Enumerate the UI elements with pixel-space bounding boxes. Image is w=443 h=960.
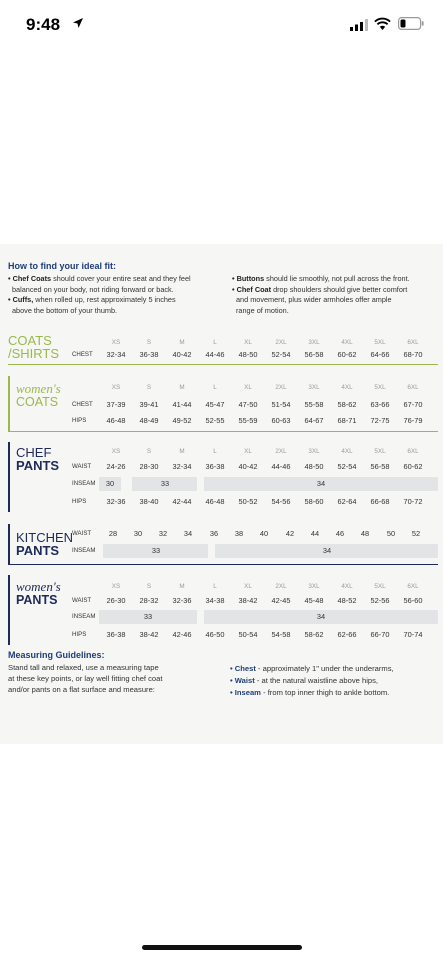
size-chart-document — [0, 244, 443, 744]
waist-value: 48 — [360, 529, 370, 538]
size-header: S — [146, 339, 152, 346]
waist-value: 32-36 — [172, 596, 192, 605]
waist-value: 44 — [310, 529, 320, 538]
size-header: 5XL — [374, 384, 386, 391]
size-header: 5XL — [374, 448, 386, 455]
hips-value: 49-52 — [172, 416, 192, 425]
size-header: 4XL — [341, 339, 353, 346]
section-title: women's — [16, 381, 61, 396]
chest-value: 39-41 — [139, 400, 159, 409]
tip-line: balanced on your body, not riding forward or back. — [12, 284, 174, 294]
hips-value: 48-49 — [139, 416, 159, 425]
size-header: XL — [244, 384, 252, 391]
size-header: 2XL — [275, 448, 287, 455]
waist-value: 34 — [183, 529, 193, 538]
waist-value: 40-42 — [238, 462, 258, 471]
chest-value: 51-54 — [271, 400, 291, 409]
waist-value: 44-46 — [271, 462, 291, 471]
wifi-icon — [374, 17, 391, 30]
section-title: PANTS — [16, 593, 58, 607]
hips-value: 76-79 — [403, 416, 423, 425]
chest-value: 32-34 — [106, 350, 126, 359]
section-title: COATS — [8, 333, 52, 348]
size-header: 3XL — [308, 384, 320, 391]
waist-value: 40 — [259, 529, 269, 538]
section-title: PANTS — [16, 543, 60, 558]
hips-value: 72-75 — [370, 416, 390, 425]
waist-value: 30 — [133, 529, 143, 538]
home-indicator[interactable] — [142, 945, 302, 950]
status-time: 9:48 — [26, 15, 61, 34]
waist-value: 56-58 — [370, 462, 390, 471]
chest-value: 63-66 — [370, 400, 390, 409]
waist-value: 36 — [209, 529, 219, 538]
section-accent-bar — [8, 442, 10, 512]
hips-value: 58-62 — [304, 630, 324, 639]
hips-value: 66-68 — [370, 497, 390, 506]
hips-value: 46-50 — [205, 630, 225, 639]
row-label: WAIST — [72, 463, 92, 470]
measuring-point: • Chest - approximately 1" under the underarms, — [230, 664, 394, 673]
waist-value: 26-30 — [106, 596, 126, 605]
size-header: L — [213, 339, 217, 346]
hips-value: 46-48 — [205, 497, 225, 506]
size-header: M — [179, 583, 185, 590]
section-accent-bar — [8, 524, 10, 564]
waist-value: 48-52 — [337, 596, 357, 605]
waist-value: 36-38 — [205, 462, 225, 471]
size-header: 4XL — [341, 583, 353, 590]
size-header: 4XL — [341, 448, 353, 455]
signal-icon — [350, 19, 368, 31]
section-accent-bar — [8, 376, 10, 431]
hips-value: 50-54 — [238, 630, 258, 639]
row-label: INSEAM — [72, 547, 96, 554]
chest-value: 40-42 — [172, 350, 192, 359]
inseam-value: 34 — [316, 612, 326, 621]
waist-value: 52-56 — [370, 596, 390, 605]
size-header: 6XL — [407, 583, 419, 590]
size-header: 5XL — [374, 583, 386, 590]
waist-value: 32-34 — [172, 462, 192, 471]
section-title: /SHIRTS — [8, 346, 60, 361]
hips-value: 54-58 — [271, 630, 291, 639]
size-header: S — [146, 583, 152, 590]
waist-value: 42 — [285, 529, 295, 538]
chest-value: 56-58 — [304, 350, 324, 359]
inseam-value: 30 — [105, 479, 115, 488]
size-header: S — [146, 448, 152, 455]
inseam-value: 34 — [316, 479, 326, 488]
inseam-value: 33 — [151, 546, 161, 555]
tip-line: • Buttons should lie smoothly, not pull across the front. — [232, 274, 410, 283]
hips-value: 66-70 — [370, 630, 390, 639]
hips-value: 68-71 — [337, 416, 357, 425]
hips-value: 42-44 — [172, 497, 192, 506]
row-label: CHEST — [72, 351, 93, 358]
womens-pants-section — [8, 575, 438, 645]
measuring-text-line: and/or pants on a flat surface and measure: — [8, 685, 155, 694]
hips-value: 52-55 — [205, 416, 225, 425]
size-header: L — [213, 384, 217, 391]
measuring-point: • Inseam - from top inner thigh to ankle bottom. — [230, 688, 390, 697]
hips-value: 50-52 — [238, 497, 258, 506]
chest-value: 36-38 — [139, 350, 159, 359]
size-header: 3XL — [308, 583, 320, 590]
hips-value: 38-40 — [139, 497, 159, 506]
chef-pants-section — [8, 442, 438, 512]
waist-value: 24-26 — [106, 462, 126, 471]
waist-value: 28-32 — [139, 596, 159, 605]
chest-value: 67-70 — [403, 400, 423, 409]
measuring-text-line: Stand tall and relaxed, use a measuring tape — [8, 663, 159, 672]
hips-value: 60-63 — [271, 416, 291, 425]
status-bar — [0, 0, 443, 52]
chest-value: 64-66 — [370, 350, 390, 359]
size-header: 2XL — [275, 339, 287, 346]
size-header: 2XL — [275, 583, 287, 590]
hips-value: 62-66 — [337, 630, 357, 639]
size-header: XS — [111, 448, 121, 455]
waist-value: 50 — [386, 529, 396, 538]
waist-value: 28 — [108, 529, 118, 538]
kitchen-pants-section — [8, 524, 438, 564]
hips-value: 46-48 — [106, 416, 126, 425]
size-header: M — [179, 339, 185, 346]
size-header: 5XL — [374, 339, 386, 346]
hips-value: 36-38 — [106, 630, 126, 639]
battery-icon — [398, 17, 424, 30]
location-arrow-icon — [72, 17, 84, 29]
section-title: CHEF — [16, 445, 52, 460]
waist-value: 38 — [234, 529, 244, 538]
chest-value: 37-39 — [106, 400, 126, 409]
chest-value: 68-70 — [403, 350, 423, 359]
waist-value: 38-42 — [238, 596, 258, 605]
hips-value: 55-59 — [238, 416, 258, 425]
waist-value: 48-50 — [304, 462, 324, 471]
hips-value: 42-46 — [172, 630, 192, 639]
size-header: 6XL — [407, 448, 419, 455]
chest-value: 48-50 — [238, 350, 258, 359]
chest-value: 58-62 — [337, 400, 357, 409]
fit-guide-heading: How to find your ideal fit: — [8, 261, 116, 271]
inseam-value: 33 — [160, 479, 170, 488]
row-label: CHEST — [72, 401, 93, 408]
waist-value: 34-38 — [205, 596, 225, 605]
size-header: 2XL — [275, 384, 287, 391]
row-label: WAIST — [72, 530, 92, 537]
size-header: XL — [244, 339, 252, 346]
section-title: KITCHEN — [16, 530, 74, 545]
hips-value: 70-74 — [403, 630, 423, 639]
row-label: HIPS — [72, 417, 87, 424]
row-label: WAIST — [72, 597, 92, 604]
waist-value: 45-48 — [304, 596, 324, 605]
size-header: S — [146, 384, 152, 391]
section-divider — [8, 431, 438, 432]
waist-value: 52-54 — [337, 462, 357, 471]
chest-value: 55-58 — [304, 400, 324, 409]
size-header: XS — [111, 583, 121, 590]
size-header: 3XL — [308, 339, 320, 346]
waist-value: 56-60 — [403, 596, 423, 605]
measuring-point: • Waist - at the natural waistline above hips, — [230, 676, 379, 685]
section-title: PANTS — [16, 458, 60, 473]
size-header: M — [179, 384, 185, 391]
size-header: 4XL — [341, 384, 353, 391]
size-header: 3XL — [308, 448, 320, 455]
chest-value: 45-47 — [205, 400, 225, 409]
hips-value: 64-67 — [304, 416, 324, 425]
row-label: HIPS — [72, 631, 87, 638]
size-header: XS — [111, 339, 121, 346]
tip-line: range of motion. — [236, 305, 289, 315]
waist-value: 60-62 — [403, 462, 423, 471]
tip-line: • Cuffs, when rolled up, rest approximately 5 inches — [8, 295, 176, 304]
coats-shirts-section — [8, 330, 438, 366]
tip-line: above the bottom of your thumb. — [12, 305, 118, 315]
hips-value: 70-72 — [403, 497, 423, 506]
chest-value: 47-50 — [238, 400, 258, 409]
waist-value: 32 — [158, 529, 168, 538]
section-title: women's — [16, 579, 61, 594]
measuring-heading: Measuring Guidelines: — [8, 650, 105, 660]
inseam-value: 33 — [143, 612, 153, 621]
row-label: HIPS — [72, 498, 87, 505]
inseam-value: 34 — [322, 546, 332, 555]
section-accent-bar — [8, 575, 10, 645]
size-header: L — [213, 448, 217, 455]
size-header: 6XL — [407, 384, 419, 391]
hips-value: 62-64 — [337, 497, 357, 506]
measuring-text-line: at these key points, or lay well fitting chef coat — [8, 674, 163, 683]
section-divider — [8, 364, 438, 365]
chest-value: 60-62 — [337, 350, 357, 359]
tip-line: and movement, plus wider armholes offer ample — [236, 295, 392, 304]
hips-value: 32-36 — [106, 497, 126, 506]
size-header: XL — [244, 448, 252, 455]
chest-value: 44-46 — [205, 350, 225, 359]
chest-value: 52-54 — [271, 350, 291, 359]
row-label: INSEAM — [72, 480, 96, 487]
waist-value: 28-30 — [139, 462, 159, 471]
section-title: COATS — [16, 395, 59, 409]
womens-coats-section — [8, 376, 438, 432]
waist-value: 52 — [411, 529, 421, 538]
tip-line: • Chef Coat drop shoulders should give better comfort — [232, 284, 408, 294]
waist-value: 46 — [335, 529, 345, 538]
tip-line: • Chef Coats should cover your entire seat and they feel — [8, 274, 191, 283]
size-header: M — [179, 448, 185, 455]
size-header: XS — [111, 384, 121, 391]
chest-value: 41-44 — [172, 400, 192, 409]
hips-value: 58-60 — [304, 497, 324, 506]
section-divider — [8, 564, 438, 565]
size-header: 6XL — [407, 339, 419, 346]
waist-value: 42-45 — [271, 596, 291, 605]
hips-value: 54-56 — [271, 497, 291, 506]
row-label: INSEAM — [72, 613, 96, 620]
size-header: L — [213, 583, 217, 590]
hips-value: 38-42 — [139, 630, 159, 639]
size-header: XL — [244, 583, 252, 590]
